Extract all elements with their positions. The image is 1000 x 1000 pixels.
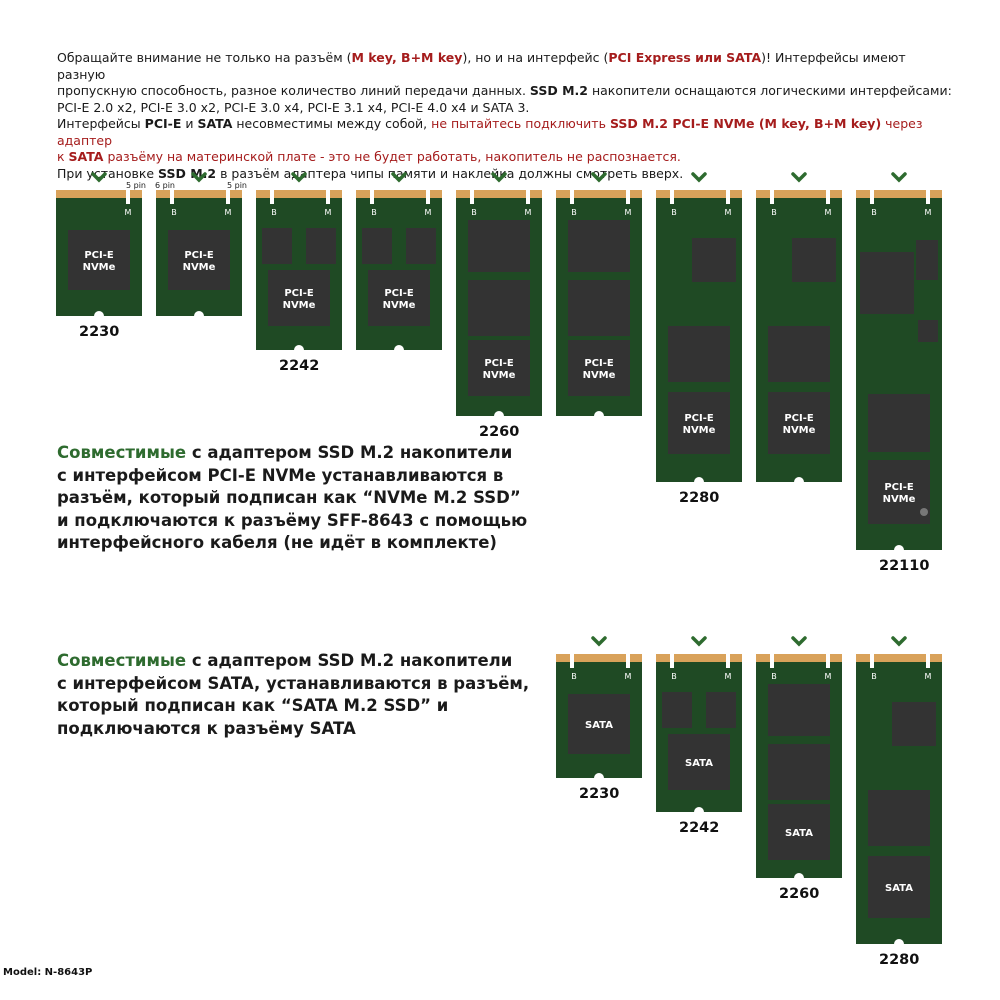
key-notch bbox=[670, 654, 674, 668]
size-label-sata-2260: 2260 bbox=[779, 886, 820, 902]
size-label-nvme-2242: 2242 bbox=[279, 358, 320, 374]
key-notch bbox=[870, 654, 874, 668]
check-icon bbox=[693, 174, 705, 180]
key-letter-b: B bbox=[771, 672, 777, 681]
pin-label-5pin-left: 5 pin bbox=[126, 181, 147, 190]
key-notch bbox=[570, 190, 574, 204]
key-notch bbox=[826, 190, 830, 204]
intro-line-2: пропускную способность, разное количество линий передачи данных. SSD M.2 накопители оснащаются логическими интерфейсами: bbox=[57, 83, 952, 98]
pin-label-5pin-right: 5 pin bbox=[227, 181, 248, 190]
size-label-nvme-2280: 2280 bbox=[679, 490, 720, 506]
chip-label: NVMe bbox=[882, 494, 916, 505]
nvme-compatibility-caption: Совместимые с адаптером SSD M.2 накопители с интерфейсом PCI-E NVMe устанавливаются в разъём, который подписан как “NVMe M.2 SSD” и подключаются к разъёму SFF-8643 с помощью интерфейсного кабеля (не идёт в комплекте) bbox=[57, 443, 528, 552]
key-notch bbox=[470, 190, 474, 204]
key-letter-m: M bbox=[524, 208, 532, 217]
key-notch bbox=[770, 190, 774, 204]
ssd-sata-2280 bbox=[856, 634, 942, 944]
size-label-sata-2242: 2242 bbox=[679, 820, 720, 836]
memory-chip bbox=[792, 238, 836, 282]
model-label: Model: N-8643P bbox=[3, 967, 93, 978]
ssd-sata-2242 bbox=[656, 634, 742, 812]
chip-label: SATA bbox=[685, 758, 713, 769]
memory-chip bbox=[262, 228, 292, 264]
ssd-nvme-2260 bbox=[456, 170, 542, 416]
key-notch bbox=[770, 654, 774, 668]
chip-label: PCI-E bbox=[384, 288, 414, 299]
chip-label: NVMe bbox=[482, 370, 516, 381]
check-icon bbox=[893, 174, 905, 180]
key-notch bbox=[726, 190, 730, 204]
key-letter-m: M bbox=[824, 208, 832, 217]
key-letter-m: M bbox=[424, 208, 432, 217]
size-label-nvme-2260: 2260 bbox=[479, 424, 520, 440]
memory-chip bbox=[468, 280, 530, 336]
key-notch bbox=[926, 190, 930, 204]
key-notch bbox=[270, 190, 274, 204]
key-letter-b: B bbox=[471, 208, 477, 217]
key-notch bbox=[870, 190, 874, 204]
size-label-nvme-22110: 22110 bbox=[879, 558, 930, 574]
ssd-nvme-2242 bbox=[356, 170, 442, 350]
check-icon bbox=[93, 174, 105, 180]
size-label-sata-2280: 2280 bbox=[879, 952, 920, 968]
intro-line-1: Обращайте внимание не только на разъём (M key, B+M key), но и на интерфейс (PCI Express или SATA)! Интерфейсы имеют разную bbox=[57, 50, 906, 82]
ssd-nvme-2280 bbox=[756, 170, 842, 482]
intro-line-4: Интерфейсы PCI-E и SATA несовместимы между собой, не пытайтесь подключить SSD M.2 PCI-E NVMe (M key, B+M key) через адаптер bbox=[57, 116, 923, 148]
check-icon bbox=[793, 638, 805, 644]
chip-label: NVMe bbox=[182, 262, 216, 273]
memory-chip bbox=[362, 228, 392, 264]
key-notch bbox=[226, 190, 230, 204]
key-notch bbox=[670, 190, 674, 204]
key-letter-m: M bbox=[624, 208, 632, 217]
memory-chip bbox=[468, 220, 530, 272]
chip-label: PCI-E bbox=[484, 358, 514, 369]
chip-label: SATA bbox=[885, 883, 913, 894]
key-notch bbox=[426, 190, 430, 204]
chip-label: NVMe bbox=[282, 300, 316, 311]
pin-label-6pin: 6 pin bbox=[155, 181, 176, 190]
check-icon bbox=[693, 638, 705, 644]
memory-chip bbox=[568, 280, 630, 336]
memory-chip bbox=[692, 238, 736, 282]
key-notch bbox=[526, 190, 530, 204]
key-letter-m: M bbox=[824, 672, 832, 681]
memory-chip bbox=[306, 228, 336, 264]
key-notch bbox=[626, 190, 630, 204]
key-letter-b: B bbox=[371, 208, 377, 217]
key-letter-m: M bbox=[924, 672, 932, 681]
memory-chip bbox=[918, 320, 938, 342]
key-notch bbox=[926, 654, 930, 668]
memory-chip bbox=[892, 702, 936, 746]
memory-chip bbox=[668, 326, 730, 382]
ssd-nvme-22110 bbox=[856, 170, 942, 550]
intro-line-3: PCI-E 2.0 x2, PCI-E 3.0 x2, PCI-E 3.0 x4, PCI-E 3.1 x4, PCI-E 4.0 x4 и SATA 3. bbox=[57, 99, 530, 115]
key-letter-b: B bbox=[571, 672, 577, 681]
ssd-sata-2260 bbox=[756, 634, 842, 878]
key-letter-b: B bbox=[871, 208, 877, 217]
sata-compatibility-caption: Совместимые с адаптером SSD M.2 накопители с интерфейсом SATA, устанавливаются в разъём, который подписан как “SATA M.2 SSD” и подключаются к разъёму SATA bbox=[57, 651, 530, 738]
key-notch bbox=[626, 654, 630, 668]
chip-label: PCI-E bbox=[184, 250, 214, 261]
memory-chip bbox=[568, 220, 630, 272]
size-label-nvme-2230: 2230 bbox=[79, 324, 120, 340]
check-icon bbox=[893, 638, 905, 644]
key-letter-b: B bbox=[671, 672, 677, 681]
memory-chip bbox=[768, 684, 830, 736]
memory-chip bbox=[868, 790, 930, 846]
key-notch bbox=[126, 190, 130, 204]
key-letter-b: B bbox=[571, 208, 577, 217]
intro-line-6: При установке SSD M.2 в разъём адаптера чипы памяти и наклейка должны смотреть вверх. bbox=[57, 165, 684, 181]
key-letter-b: B bbox=[771, 208, 777, 217]
intro-line-5: к SATA разъёму на материнской плате - это не будет работать, накопитель не распознается. bbox=[57, 149, 681, 164]
key-notch bbox=[726, 654, 730, 668]
intro-text bbox=[57, 50, 957, 182]
key-letter-b: B bbox=[671, 208, 677, 217]
check-icon bbox=[593, 174, 605, 180]
check-icon bbox=[393, 174, 405, 180]
key-letter-m: M bbox=[124, 208, 132, 217]
key-notch bbox=[326, 190, 330, 204]
chip-label: NVMe bbox=[82, 262, 116, 273]
ssd-nvme-2280 bbox=[656, 170, 742, 482]
memory-chip bbox=[768, 326, 830, 382]
memory-chip bbox=[768, 744, 830, 800]
chip-label: PCI-E bbox=[684, 413, 714, 424]
memory-chip bbox=[662, 692, 692, 728]
ssd-nvme-2242 bbox=[256, 170, 342, 350]
memory-chip bbox=[406, 228, 436, 264]
check-icon bbox=[493, 174, 505, 180]
chip-label: NVMe bbox=[682, 425, 716, 436]
key-letter-m: M bbox=[924, 208, 932, 217]
size-label-sata-2230: 2230 bbox=[579, 786, 620, 802]
memory-chip bbox=[916, 240, 938, 280]
chip-label: NVMe bbox=[782, 425, 816, 436]
ssd-nvme-2230 bbox=[56, 170, 142, 316]
memory-chip bbox=[706, 692, 736, 728]
memory-chip bbox=[868, 394, 930, 452]
chip-label: PCI-E bbox=[584, 358, 614, 369]
ssd-nvme-2230 bbox=[156, 170, 242, 316]
chip-label: NVMe bbox=[582, 370, 616, 381]
key-notch bbox=[826, 654, 830, 668]
key-letter-b: B bbox=[271, 208, 277, 217]
key-letter-b: B bbox=[871, 672, 877, 681]
chip-label: SATA bbox=[785, 828, 813, 839]
key-letter-m: M bbox=[724, 672, 732, 681]
check-icon bbox=[593, 638, 605, 644]
key-notch bbox=[170, 190, 174, 204]
check-icon bbox=[793, 174, 805, 180]
key-notch bbox=[370, 190, 374, 204]
key-letter-m: M bbox=[624, 672, 632, 681]
key-letter-m: M bbox=[724, 208, 732, 217]
chip-label: NVMe bbox=[382, 300, 416, 311]
key-letter-b: B bbox=[171, 208, 177, 217]
chip-label: PCI-E bbox=[84, 250, 114, 261]
chip-label: PCI-E bbox=[284, 288, 314, 299]
ssd-nvme-2260 bbox=[556, 170, 642, 416]
check-icon bbox=[293, 174, 305, 180]
check-icon bbox=[193, 174, 205, 180]
chip-label: PCI-E bbox=[784, 413, 814, 424]
memory-chip bbox=[860, 252, 914, 314]
key-letter-m: M bbox=[224, 208, 232, 217]
key-letter-m: M bbox=[324, 208, 332, 217]
chip-label: PCI-E bbox=[884, 482, 914, 493]
chip-label: SATA bbox=[585, 720, 613, 731]
sticker-icon bbox=[920, 508, 928, 516]
